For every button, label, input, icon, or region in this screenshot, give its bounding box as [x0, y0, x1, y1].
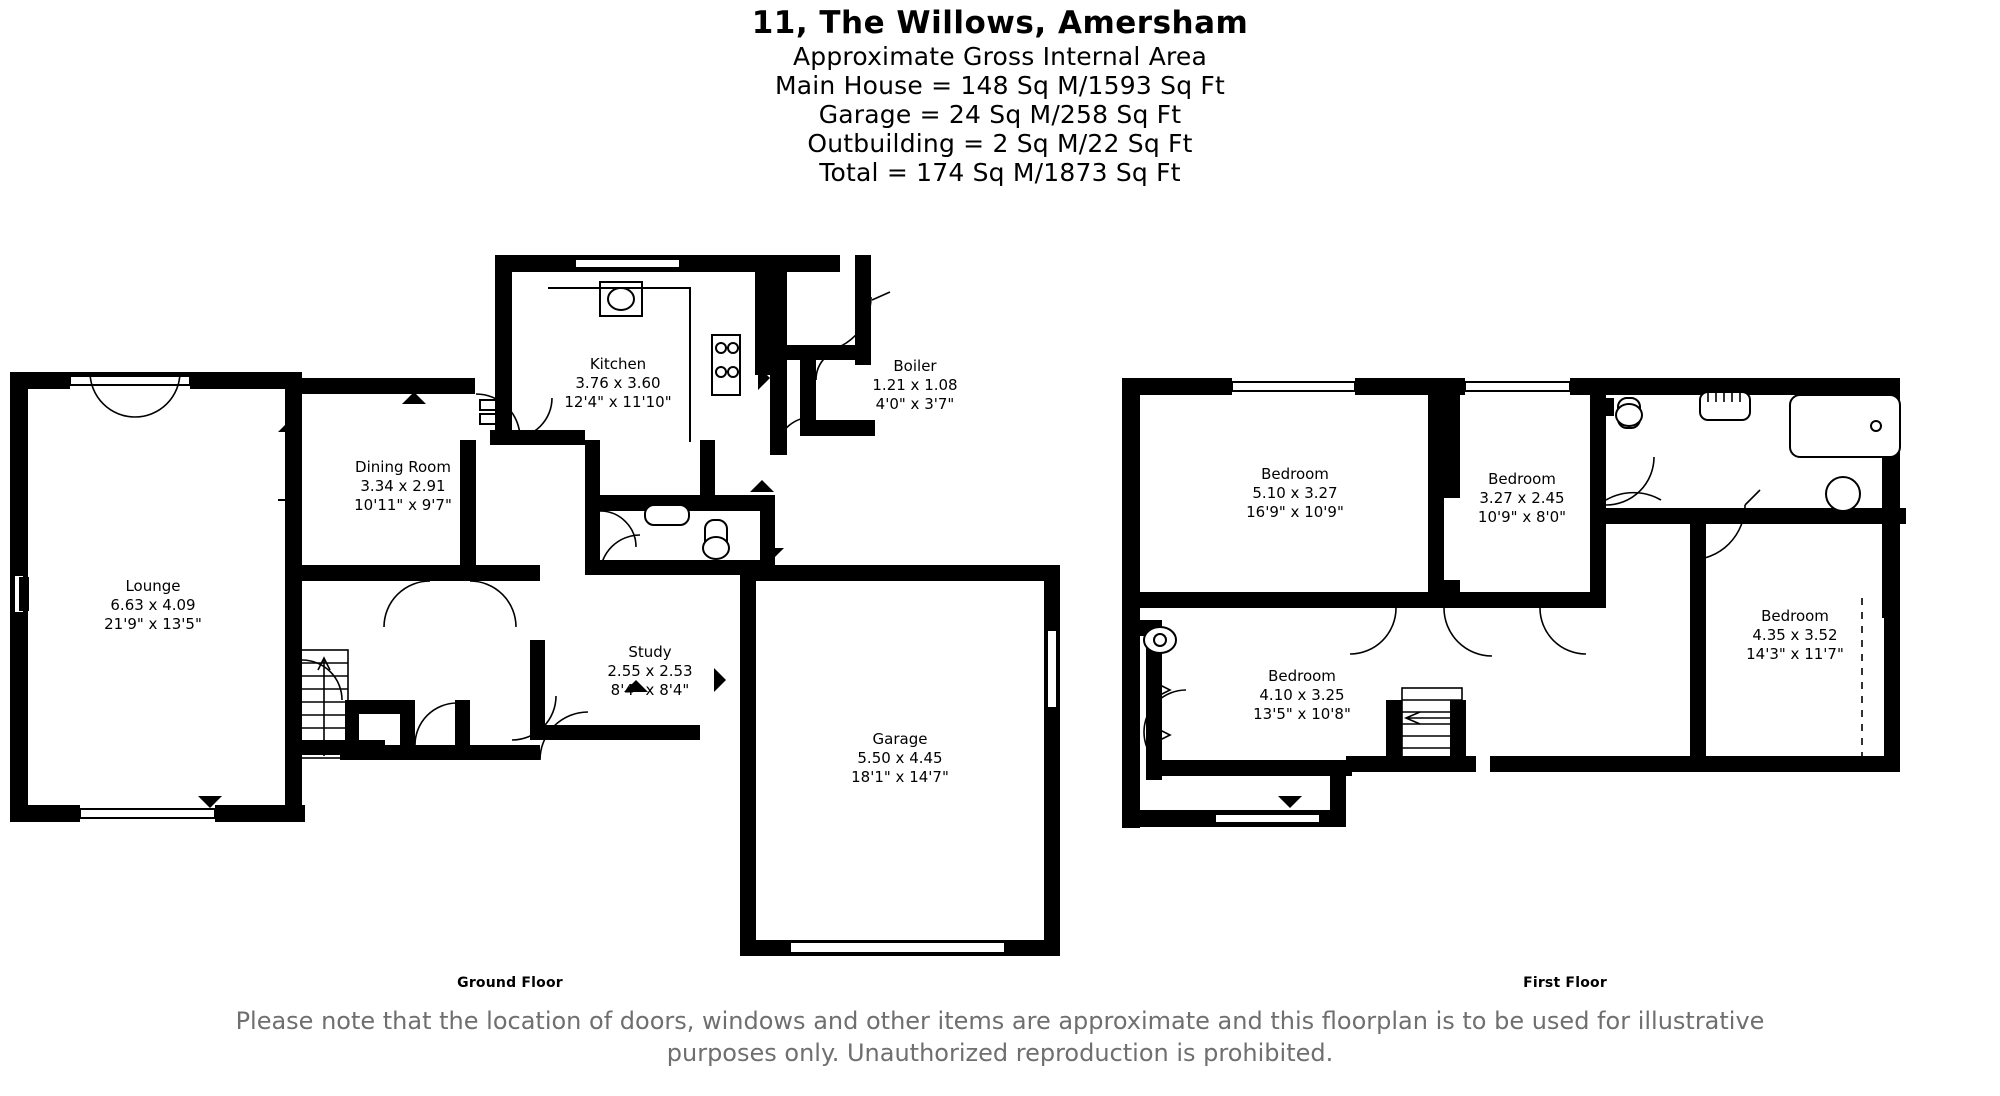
room-label-bedroom-1: [1205, 465, 1385, 523]
disclaimer-note: [0, 1005, 2000, 1070]
room-label-bedroom-2: [1432, 470, 1612, 528]
room-name: Bedroom: [1261, 465, 1329, 483]
room-metric: 4.10 x 3.25: [1259, 686, 1345, 705]
room-imperial: 10'9" x 8'0": [1477, 508, 1567, 527]
room-name: Kitchen: [589, 355, 647, 373]
room-metric: 3.76 x 3.60: [575, 374, 661, 393]
area-line-4: Outbuilding = 2 Sq M/22 Sq Ft: [807, 128, 1193, 158]
room-metric: 2.55 x 2.53: [607, 662, 693, 681]
room-label-study: [565, 643, 735, 701]
room-name: Boiler: [893, 357, 937, 375]
first-floor-caption: First Floor: [1523, 975, 1607, 991]
room-label-kitchen: [533, 355, 703, 413]
room-metric: 1.21 x 1.08: [872, 376, 958, 395]
area-line-5: Total = 174 Sq M/1873 Sq Ft: [819, 157, 1181, 187]
room-name: Bedroom: [1268, 667, 1336, 685]
room-imperial: 12'4" x 11'10": [564, 393, 672, 412]
room-label-garage: [815, 730, 985, 788]
page-title: 11, The Willows, Amersham: [751, 5, 1249, 41]
room-metric: 6.63 x 4.09: [110, 596, 196, 615]
first-floor-plan: [1122, 378, 1906, 828]
area-line-1: Approximate Gross Internal Area: [792, 41, 1208, 71]
room-name: Garage: [872, 730, 928, 748]
room-metric: 3.34 x 2.91: [360, 477, 446, 496]
room-name: Lounge: [125, 577, 181, 595]
ground-floor-caption: Ground Floor: [457, 975, 563, 991]
room-imperial: 21'9" x 13'5": [104, 615, 202, 634]
room-label-bedroom-4: [1212, 667, 1392, 725]
room-name: Bedroom: [1761, 607, 1829, 625]
disclaimer-line-2: purposes only. Unauthorized reproduction is prohibited.: [666, 1039, 1334, 1068]
room-name: Dining Room: [355, 458, 451, 476]
room-imperial: 16'9" x 10'9": [1246, 503, 1344, 522]
room-imperial: 18'1" x 14'7": [851, 768, 949, 787]
room-label-boiler: [835, 357, 995, 415]
room-imperial: 4'0" x 3'7": [875, 395, 955, 414]
area-line-3: Garage = 24 Sq M/258 Sq Ft: [818, 99, 1182, 129]
room-imperial: 13'5" x 10'8": [1253, 705, 1351, 724]
room-label-dining-room: [313, 458, 493, 516]
room-name: Study: [628, 643, 672, 661]
room-label-bedroom-3: [1700, 607, 1890, 665]
room-imperial: 8'4" x 8'4": [610, 681, 690, 700]
area-line-2: Main House = 148 Sq M/1593 Sq Ft: [775, 70, 1225, 100]
room-metric: 3.27 x 2.45: [1479, 489, 1565, 508]
room-label-lounge: [63, 577, 243, 635]
room-metric: 5.10 x 3.27: [1252, 484, 1338, 503]
disclaimer-line-1: Please note that the location of doors, windows and other items are approximate and this floorplan is to be used for illustrative: [235, 1007, 1765, 1035]
room-metric: 4.35 x 3.52: [1752, 626, 1838, 645]
room-metric: 5.50 x 4.45: [857, 749, 943, 768]
room-name: Bedroom: [1488, 470, 1556, 488]
room-imperial: 10'11" x 9'7": [354, 496, 452, 515]
room-imperial: 14'3" x 11'7": [1746, 645, 1844, 664]
